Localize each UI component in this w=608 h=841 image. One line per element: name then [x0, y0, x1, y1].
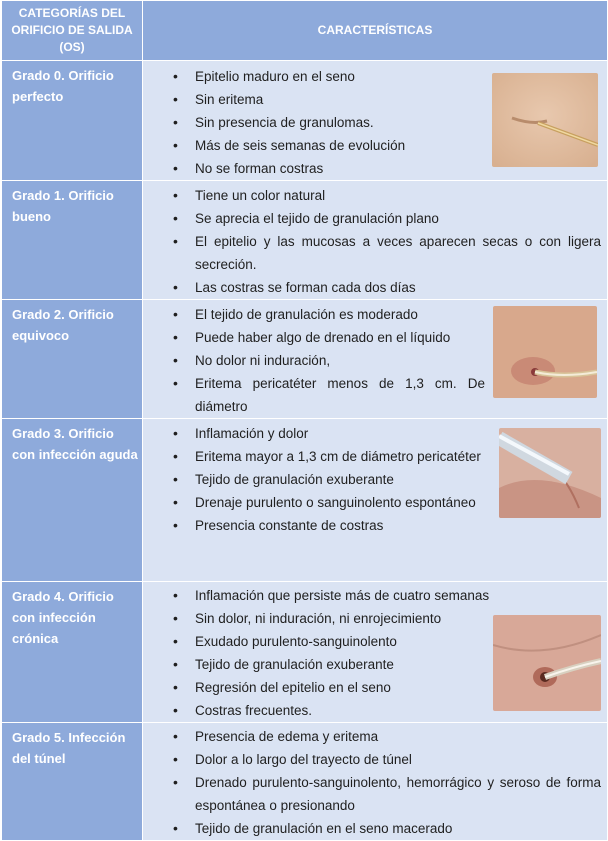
exit-site-table: [1, 0, 608, 841]
list-item: • Costras frecuentes.: [143, 699, 601, 722]
list-item: • Regresión del epitelio en el seno: [143, 676, 601, 699]
list-item: • No se forman costras: [143, 157, 487, 180]
category-cell: Grado 4. Orificio con infección crónica: [2, 582, 143, 723]
list-item: • Más de seis semanas de evolución: [143, 134, 487, 157]
table-row: [2, 723, 608, 841]
category-cell: Grado 2. Orificio equivoco: [2, 300, 143, 419]
category-cell: Grado 5. Infección del túnel: [2, 723, 143, 841]
exit-site-photo: [493, 615, 601, 711]
characteristics-cell: [143, 181, 608, 300]
table-row: [2, 181, 608, 300]
header-row: [2, 1, 608, 61]
table-row: [2, 582, 608, 723]
list-item: • Sin dolor, ni induración, ni enrojecimiento: [143, 607, 601, 630]
category-cell: Grado 3. Orificio con infección aguda: [2, 419, 143, 582]
category-cell: Grado 0. Orificio perfecto: [2, 61, 143, 181]
list-item: • Sin eritema: [143, 88, 487, 111]
exit-site-photo: [492, 73, 598, 167]
header-characteristics: CARACTERÍSTICAS: [143, 1, 608, 61]
list-item: • Tiene un color natural: [143, 184, 601, 207]
list-item: • Puede haber algo de drenado en el líquido: [143, 326, 485, 349]
list-item: • Dolor a lo largo del trayecto de túnel: [143, 748, 601, 771]
list-item: • Epitelio maduro en el seno: [143, 65, 487, 88]
list-item: • No dolor ni induración,: [143, 349, 485, 372]
list-item: • Inflamación que persiste más de cuatro semanas: [143, 584, 601, 607]
list-item: • Tejido de granulación exuberante: [143, 653, 601, 676]
list-item: • Eritema mayor a 1,3 cm de diámetro pericatéter: [143, 445, 485, 468]
characteristics-cell: [143, 61, 608, 181]
list-item: • Se aprecia el tejido de granulación plano: [143, 207, 601, 230]
characteristics-list: [143, 723, 607, 840]
list-item: • Sin presencia de granulomas.: [143, 111, 487, 134]
list-item: • Presencia constante de costras: [143, 514, 595, 537]
list-item: • El tejido de granulación es moderado: [143, 303, 485, 326]
list-item: • Eritema pericatéter menos de 1,3 cm. De diámetro: [143, 372, 485, 418]
exit-site-photo: [493, 306, 597, 398]
characteristics-cell: [143, 419, 608, 582]
characteristics-cell: [143, 300, 608, 419]
list-item: • Presencia de edema y eritema: [143, 725, 601, 748]
exit-site-photo: [499, 428, 601, 518]
header-category: CATEGORÍAS DEL ORIFICIO DE SALIDA (OS): [2, 1, 143, 61]
characteristics-cell: [143, 723, 608, 841]
list-item: • Inflamación y dolor: [143, 422, 485, 445]
list-item: • Drenado purulento-sanguinolento, hemorrágico y seroso de forma espontánea o presionando: [143, 771, 601, 817]
characteristics-cell: [143, 582, 608, 723]
characteristics-list: [143, 181, 607, 299]
table-row: [2, 419, 608, 582]
list-item: • Exudado purulento-sanguinolento: [143, 630, 601, 653]
category-cell: Grado 1. Orificio bueno: [2, 181, 143, 300]
list-item: • El epitelio y las mucosas a veces aparecen secas o con ligera secreción.: [143, 230, 601, 276]
list-item: • Tejido de granulación en el seno macerado: [143, 817, 601, 840]
table-row: [2, 61, 608, 181]
list-item: • Drenaje purulento o sanguinolento espontáneo: [143, 491, 485, 514]
list-item: • Las costras se forman cada dos días: [143, 276, 601, 299]
table-row: [2, 300, 608, 419]
list-item: • Tejido de granulación exuberante: [143, 468, 595, 491]
